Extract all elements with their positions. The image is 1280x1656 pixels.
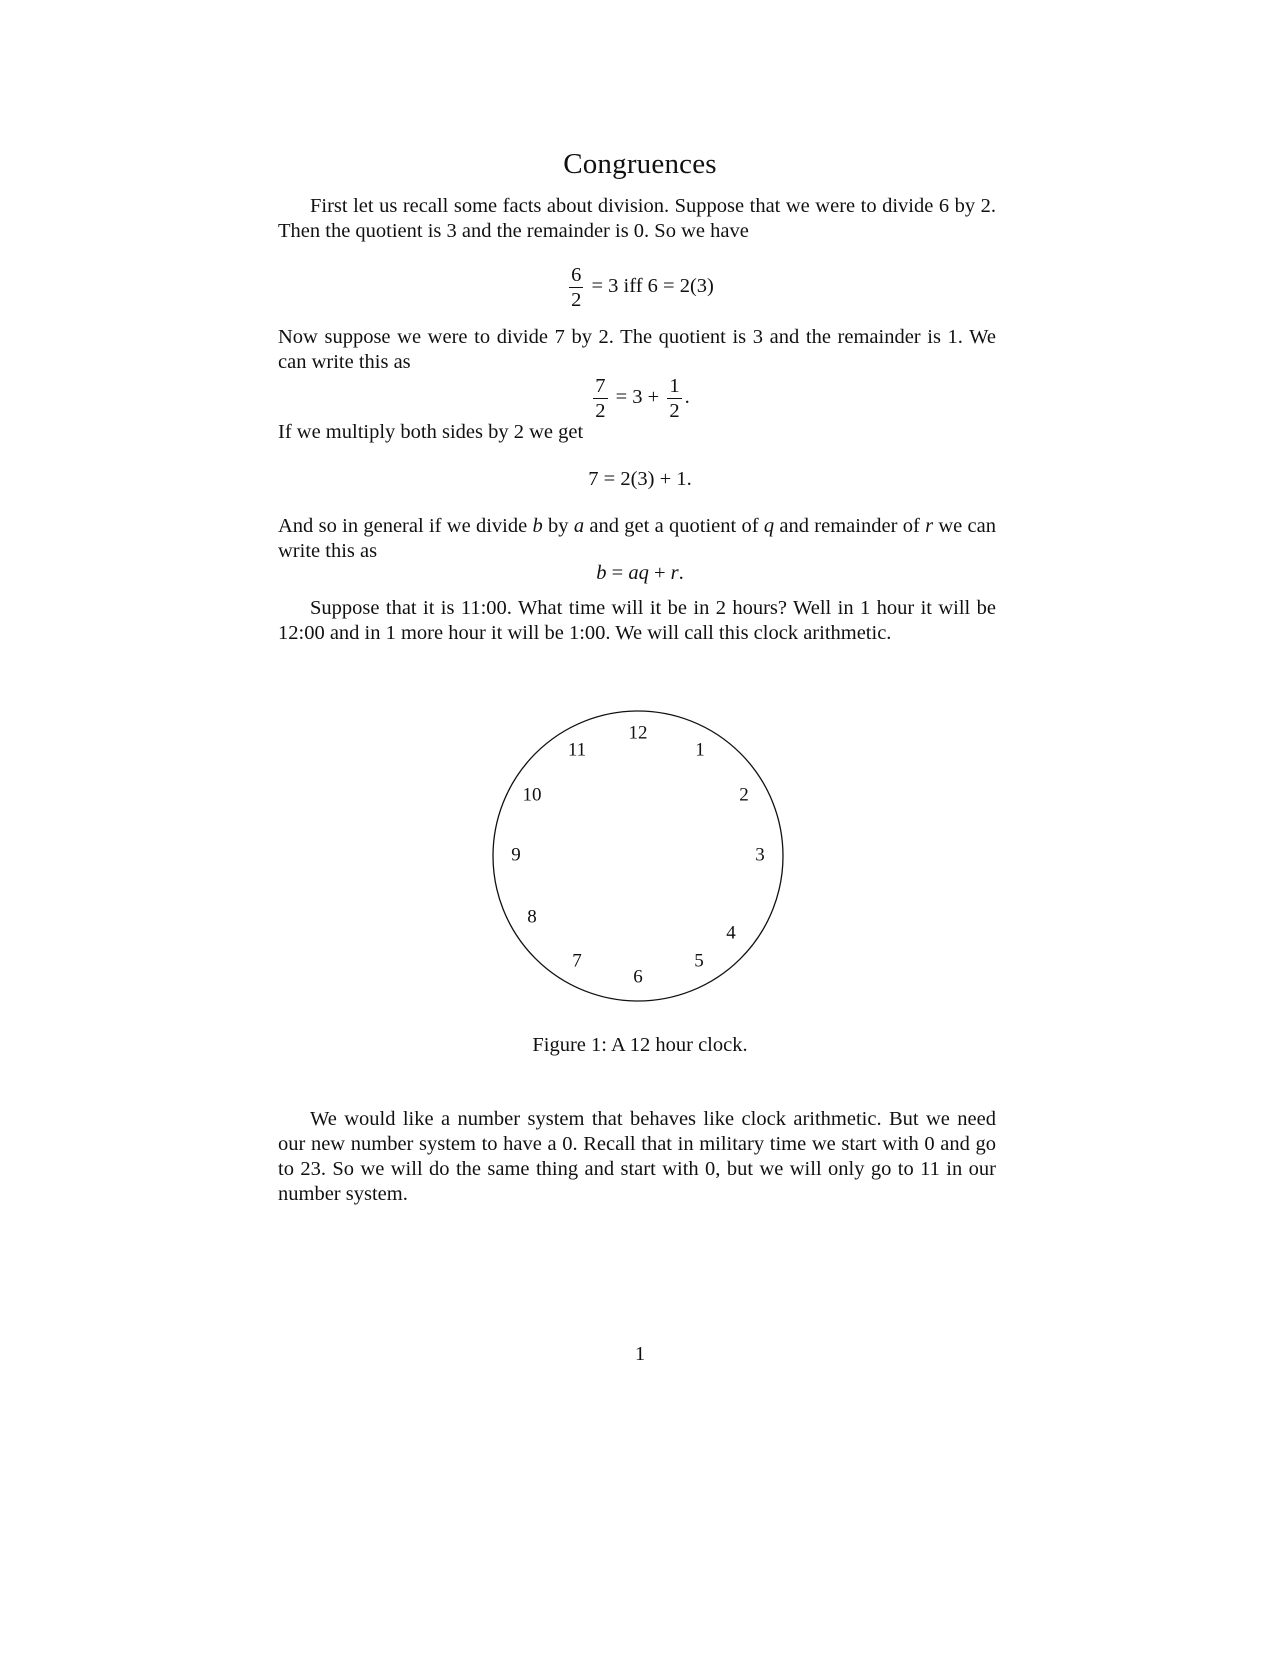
paragraph-clock-arithmetic: Suppose that it is 11:00. What time will it be in 2 hours? Well in 1 hour it will be 12:00 and in 1 more hour it will be 1:00. We will call this clock arithmetic. bbox=[278, 597, 996, 644]
fraction-one-over-two bbox=[667, 374, 681, 423]
clock-number-10: 10 bbox=[522, 784, 542, 806]
clock-figure bbox=[488, 706, 788, 1006]
paragraph-number-system: We would like a number system that behaves like clock arithmetic. But we need our new number system to have a 0. Recall that in military time we start with 0 and go to 23. So we will do the same thing and start with 0, but we will only go to 11 in our number system. bbox=[278, 1108, 996, 1205]
fraction-numerator: 6 bbox=[571, 264, 582, 286]
variable-r: r bbox=[670, 562, 679, 584]
plus-sign: + bbox=[648, 562, 671, 584]
page-number: 1 bbox=[634, 1343, 646, 1365]
text-run: by bbox=[542, 515, 574, 537]
clock-number-5: 5 bbox=[694, 950, 704, 972]
clock-number-9: 9 bbox=[511, 844, 521, 866]
paragraph-multiply: If we multiply both sides by 2 we get bbox=[278, 421, 584, 443]
page-title: Congruences bbox=[563, 148, 717, 180]
fraction-six-over-two bbox=[569, 263, 583, 312]
equation-seven-expanded: 7 = 2(3) + 1. bbox=[588, 468, 692, 490]
clock-number-11: 11 bbox=[567, 739, 587, 761]
text-run: we can write this as bbox=[278, 515, 996, 562]
clock-number-4: 4 bbox=[726, 922, 736, 944]
variable-a: a bbox=[573, 515, 585, 537]
clock-number-6: 6 bbox=[633, 966, 643, 988]
fraction-numerator: 7 bbox=[595, 375, 606, 397]
equation-period: . bbox=[678, 562, 684, 584]
text-run: And so in general if we divide bbox=[278, 515, 533, 537]
equation-seven-over-two bbox=[0, 374, 1280, 423]
text-run: and get a quotient of bbox=[584, 515, 764, 537]
equation-period: . bbox=[684, 386, 690, 409]
variable-aq: aq bbox=[628, 562, 649, 584]
figure-caption: Figure 1: A 12 hour clock. bbox=[532, 1034, 748, 1056]
text-run: and remainder of bbox=[774, 515, 926, 537]
paragraph-divide-seven: Now suppose we were to divide 7 by 2. The quotient is 3 and the remainder is 1. We can write this as bbox=[278, 326, 996, 373]
paragraph-division-intro: First let us recall some facts about division. Suppose that we were to divide 6 by 2. Then the quotient is 3 and the remainder is 0. So we have bbox=[278, 195, 996, 242]
equation-text: = 3 iff 6 = 2(3) bbox=[591, 275, 714, 298]
equation-text: = 3 + bbox=[615, 386, 660, 409]
variable-r: r bbox=[925, 515, 934, 537]
equation-six-over-two bbox=[0, 263, 1280, 312]
clock-face bbox=[493, 711, 783, 1001]
fraction-denominator: 2 bbox=[571, 289, 582, 311]
clock-number-12: 12 bbox=[628, 722, 648, 744]
equation-division-algorithm bbox=[0, 562, 1280, 585]
variable-b: b bbox=[596, 562, 607, 584]
clock-number-8: 8 bbox=[527, 906, 537, 928]
equals-sign: = bbox=[606, 562, 629, 584]
fraction-denominator: 2 bbox=[669, 400, 680, 422]
clock-number-3: 3 bbox=[755, 844, 765, 866]
clock-number-1: 1 bbox=[695, 739, 705, 761]
clock-number-2: 2 bbox=[739, 784, 749, 806]
fraction-numerator: 1 bbox=[669, 375, 680, 397]
fraction-denominator: 2 bbox=[595, 400, 606, 422]
clock-number-7: 7 bbox=[572, 950, 582, 972]
variable-b: b bbox=[532, 515, 543, 537]
paragraph-general-division bbox=[278, 514, 996, 564]
variable-q: q bbox=[763, 515, 775, 537]
fraction-seven-over-two bbox=[593, 374, 607, 423]
